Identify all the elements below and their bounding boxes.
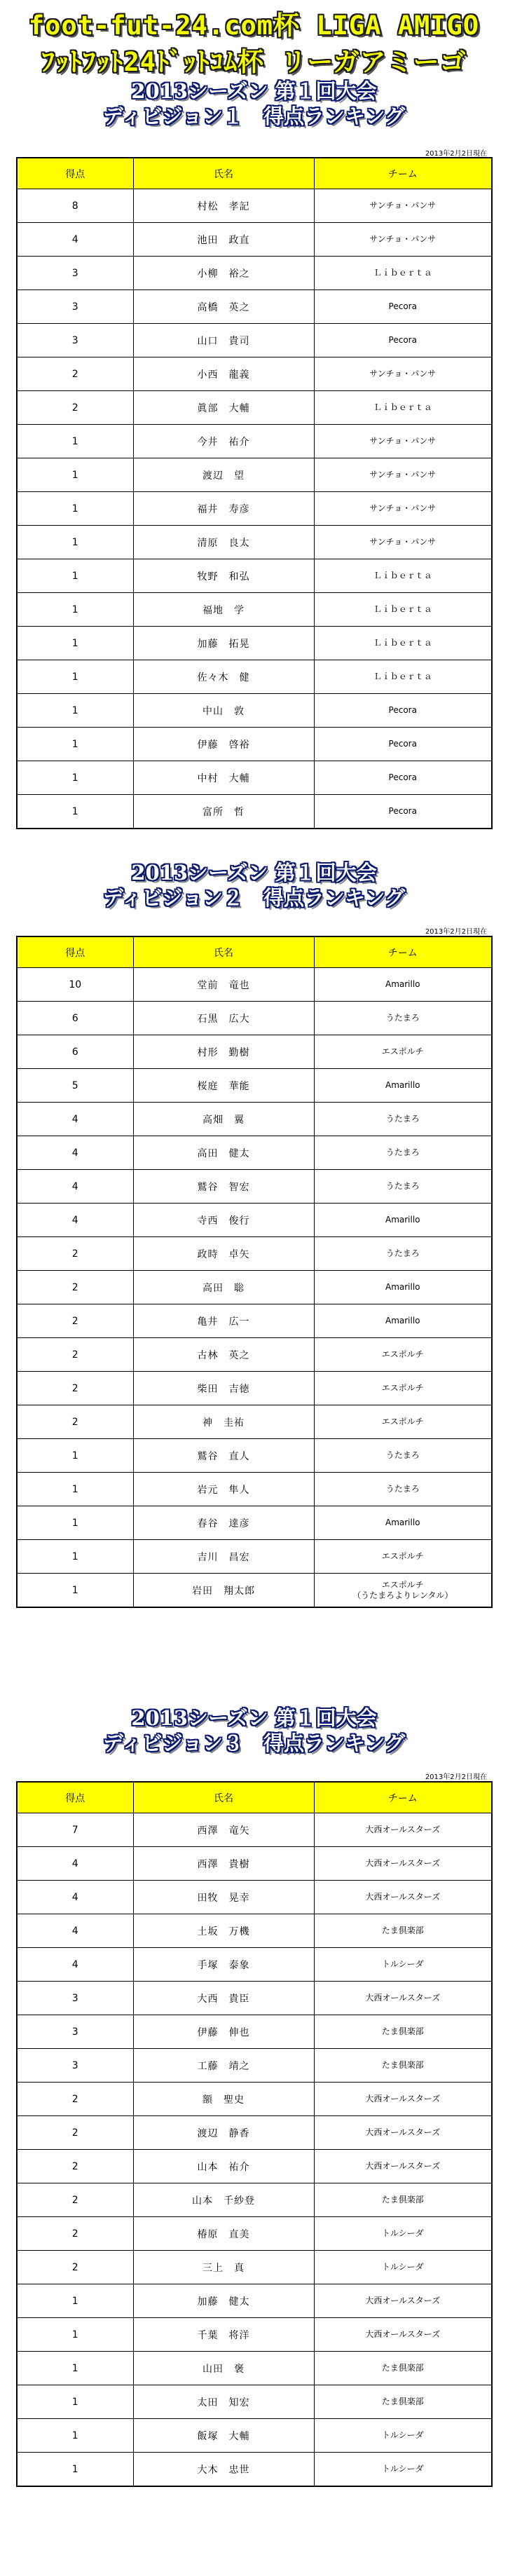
player-name-cell: 鷲谷 智宏 [133, 1170, 314, 1204]
score-cell: 2 [17, 1405, 133, 1439]
player-name-cell: 田牧 晃幸 [133, 1881, 314, 1914]
score-cell: 4 [17, 1204, 133, 1237]
score-cell: 3 [17, 290, 133, 324]
table-header-row [17, 1782, 492, 1813]
table-row [17, 1136, 492, 1170]
table-row [17, 2453, 492, 2487]
score-cell: 2 [17, 2251, 133, 2284]
player-name-cell: 三上 真 [133, 2251, 314, 2284]
player-name-cell: 手塚 泰象 [133, 1948, 314, 1982]
team-cell: サンチョ・パンサ [314, 458, 492, 492]
team-cell: たま倶楽部 [314, 1914, 492, 1948]
team-cell: 大西オールスターズ [314, 2083, 492, 2116]
team-cell: 大西オールスターズ [314, 1847, 492, 1881]
table-header-row [17, 158, 492, 189]
table-row [17, 492, 492, 526]
team-cell: エスポルチ [314, 1372, 492, 1405]
team-cell: エスポルチ [314, 1540, 492, 1574]
table-row [17, 391, 492, 425]
score-cell: 2 [17, 357, 133, 391]
score-cell: 6 [17, 1035, 133, 1069]
division-1-heading [0, 79, 508, 129]
score-cell: 2 [17, 2183, 133, 2217]
division-2-as-of-date: 2013年2月2日現在 [425, 928, 487, 936]
table-row [17, 1506, 492, 1540]
team-cell: Pecora [314, 761, 492, 795]
player-name-cell: 村形 勤樹 [133, 1035, 314, 1069]
table-row [17, 1948, 492, 1982]
team-cell: うたまろ [314, 1473, 492, 1506]
player-name-cell: 渡辺 望 [133, 458, 314, 492]
team-cell: たま倶楽部 [314, 2352, 492, 2385]
score-cell: 1 [17, 2318, 133, 2352]
player-name-cell: 中山 敦 [133, 694, 314, 728]
score-cell: 1 [17, 458, 133, 492]
team-cell [314, 1574, 492, 1608]
score-cell: 1 [17, 761, 133, 795]
team-cell: サンチョ・パンサ [314, 492, 492, 526]
table-row [17, 2352, 492, 2385]
name-column-header: 氏名 [133, 158, 314, 189]
table-row [17, 2284, 492, 2318]
player-name-cell: 古林 英之 [133, 1338, 314, 1372]
table-row [17, 1439, 492, 1473]
player-name-cell: 寺西 俊行 [133, 1204, 314, 1237]
player-name-cell: 石黒 広大 [133, 1002, 314, 1035]
team-cell: サンチョ・パンサ [314, 425, 492, 458]
table-row [17, 2116, 492, 2150]
division-1-title-ranking: ディビジョン１ 得点ランキング [102, 104, 406, 128]
table-row [17, 968, 492, 1002]
team-cell: たま倶楽部 [314, 2385, 492, 2419]
division-1-scoring-table [16, 157, 493, 829]
table-row [17, 257, 492, 290]
score-cell: 4 [17, 1914, 133, 1948]
team-cell: トルシーダ [314, 1948, 492, 1982]
player-name-cell: 桜庭 華能 [133, 1069, 314, 1103]
table-row [17, 2049, 492, 2083]
table-row [17, 223, 492, 257]
team-column-header: チーム [314, 1782, 492, 1813]
table-row [17, 2217, 492, 2251]
team-cell: 大西オールスターズ [314, 1982, 492, 2015]
name-column-header: 氏名 [133, 1782, 314, 1813]
score-cell: 1 [17, 526, 133, 559]
player-name-cell: 眞部 大輔 [133, 391, 314, 425]
table-row [17, 2419, 492, 2453]
player-name-cell: 飯塚 大輔 [133, 2419, 314, 2453]
player-name-cell: 伊藤 啓裕 [133, 728, 314, 761]
table-row [17, 1204, 492, 1237]
player-name-cell: 村松 孝記 [133, 189, 314, 223]
score-column-header: 得点 [17, 158, 133, 189]
player-name-cell: 政時 卓矢 [133, 1237, 314, 1271]
team-cell: Ｌｉｂｅｒｔａ [314, 627, 492, 660]
player-name-cell: 額 聖史 [133, 2083, 314, 2116]
player-name-cell: 牧野 和弘 [133, 559, 314, 593]
player-name-cell: 山田 褒 [133, 2352, 314, 2385]
table-row [17, 290, 492, 324]
team-cell: Amarillo [314, 1304, 492, 1338]
team-cell: うたまろ [314, 1103, 492, 1136]
score-cell: 5 [17, 1069, 133, 1103]
league-title-english: foot-fut-24.com杯 LIGA AMIGO [28, 11, 480, 41]
league-title-japanese: ﾌｯﾄﾌｯﾄ24ﾄﾞｯﾄｺﾑ杯 リーガアミーゴ [41, 47, 467, 77]
score-cell: 6 [17, 1002, 133, 1035]
table-row [17, 1103, 492, 1136]
team-cell: サンチョ・パンサ [314, 223, 492, 257]
team-cell: トルシーダ [314, 2419, 492, 2453]
score-cell: 3 [17, 2049, 133, 2083]
table-row [17, 1881, 492, 1914]
team-cell: Ｌｉｂｅｒｔａ [314, 559, 492, 593]
team-cell: 大西オールスターズ [314, 1813, 492, 1847]
team-cell: サンチョ・パンサ [314, 526, 492, 559]
table-row [17, 425, 492, 458]
team-loan-note: （うたまろよりレンタル） [352, 1590, 453, 1600]
score-cell: 1 [17, 1574, 133, 1608]
team-cell: 大西オールスターズ [314, 2284, 492, 2318]
table-row [17, 1847, 492, 1881]
team-cell: Pecora [314, 795, 492, 829]
team-cell: トルシーダ [314, 2453, 492, 2487]
player-name-cell: 小柳 裕之 [133, 257, 314, 290]
player-name-cell: 高橋 英之 [133, 290, 314, 324]
team-cell: エスポルチ [314, 1405, 492, 1439]
table-row [17, 1372, 492, 1405]
table-row [17, 1271, 492, 1304]
team-cell: サンチョ・パンサ [314, 357, 492, 391]
table-row [17, 1405, 492, 1439]
player-name-cell: 大西 貴臣 [133, 1982, 314, 2015]
table-row [17, 627, 492, 660]
table-row [17, 1237, 492, 1271]
score-cell: 2 [17, 1237, 133, 1271]
division-2-heading [0, 860, 508, 911]
player-name-cell: 山本 千紗登 [133, 2183, 314, 2217]
score-cell: 1 [17, 694, 133, 728]
table-header-row [17, 936, 492, 968]
score-cell: 4 [17, 223, 133, 257]
player-name-cell: 清原 良太 [133, 526, 314, 559]
team-cell: トルシーダ [314, 2251, 492, 2284]
team-cell: たま倶楽部 [314, 2049, 492, 2083]
table-row [17, 593, 492, 627]
player-name-cell: 土坂 万機 [133, 1914, 314, 1948]
table-row [17, 1035, 492, 1069]
division-3-heading [0, 1705, 508, 1756]
table-row [17, 1574, 492, 1608]
score-cell: 1 [17, 2453, 133, 2487]
table-row [17, 1170, 492, 1204]
score-cell: 1 [17, 795, 133, 829]
player-name-cell: 今井 祐介 [133, 425, 314, 458]
team-cell: Amarillo [314, 1271, 492, 1304]
score-cell: 4 [17, 1948, 133, 1982]
player-name-cell: 太田 知宏 [133, 2385, 314, 2419]
team-cell: Pecora [314, 290, 492, 324]
player-name-cell: 亀井 広一 [133, 1304, 314, 1338]
table-row [17, 1473, 492, 1506]
division-2-scoring-table [16, 936, 493, 1608]
table-row [17, 1002, 492, 1035]
team-column-header: チーム [314, 936, 492, 968]
table-row [17, 189, 492, 223]
player-name-cell: 加藤 健太 [133, 2284, 314, 2318]
score-cell: 2 [17, 1338, 133, 1372]
division-3-scoring-table [16, 1781, 493, 2487]
player-name-cell: 鷲谷 直人 [133, 1439, 314, 1473]
team-cell: たま倶楽部 [314, 2183, 492, 2217]
division-2-title-season: 2013シーズン 第１回大会 [131, 861, 377, 885]
team-column-header: チーム [314, 158, 492, 189]
table-row [17, 526, 492, 559]
name-column-header: 氏名 [133, 936, 314, 968]
division-3-title-season: 2013シーズン 第１回大会 [131, 1706, 377, 1730]
score-cell: 1 [17, 1506, 133, 1540]
score-cell: 1 [17, 2419, 133, 2453]
team-cell: 大西オールスターズ [314, 2116, 492, 2150]
table-row [17, 2150, 492, 2183]
player-name-cell: 岩田 翔太郎 [133, 1574, 314, 1608]
score-column-header: 得点 [17, 936, 133, 968]
table-row [17, 1813, 492, 1847]
score-cell: 2 [17, 2083, 133, 2116]
player-name-cell: 大木 忠世 [133, 2453, 314, 2487]
table-row [17, 2251, 492, 2284]
score-cell: 10 [17, 968, 133, 1002]
score-cell: 1 [17, 2352, 133, 2385]
team-cell: Pecora [314, 728, 492, 761]
team-cell: うたまろ [314, 1439, 492, 1473]
player-name-cell: 福井 寿彦 [133, 492, 314, 526]
player-name-cell: 工藤 靖之 [133, 2049, 314, 2083]
score-cell: 1 [17, 559, 133, 593]
score-cell: 4 [17, 1103, 133, 1136]
player-name-cell: 堂前 竜也 [133, 968, 314, 1002]
player-name-cell: 西澤 貴樹 [133, 1847, 314, 1881]
player-name-cell: 椿原 直美 [133, 2217, 314, 2251]
division-1-title-season: 2013シーズン 第１回大会 [131, 79, 377, 103]
table-row [17, 1914, 492, 1948]
team-cell: Amarillo [314, 968, 492, 1002]
player-name-cell: 佐々木 健 [133, 660, 314, 694]
score-cell: 2 [17, 391, 133, 425]
score-cell: 2 [17, 2217, 133, 2251]
score-cell: 7 [17, 1813, 133, 1847]
player-name-cell: 高田 健太 [133, 1136, 314, 1170]
table-row [17, 458, 492, 492]
team-cell: Ｌｉｂｅｒｔａ [314, 391, 492, 425]
table-row [17, 660, 492, 694]
team-cell: Pecora [314, 324, 492, 357]
division-3-title-ranking: ディビジョン３ 得点ランキング [102, 1731, 406, 1755]
player-name-cell: 柴田 吉徳 [133, 1372, 314, 1405]
table-row [17, 1338, 492, 1372]
player-name-cell: 高畑 翼 [133, 1103, 314, 1136]
team-cell: たま倶楽部 [314, 2015, 492, 2049]
table-row [17, 761, 492, 795]
score-cell: 3 [17, 2015, 133, 2049]
team-cell: うたまろ [314, 1002, 492, 1035]
team-cell: うたまろ [314, 1170, 492, 1204]
division-2-title-ranking: ディビジョン２ 得点ランキング [102, 886, 406, 910]
player-name-cell: 西澤 竜矢 [133, 1813, 314, 1847]
team-cell: Ｌｉｂｅｒｔａ [314, 593, 492, 627]
player-name-cell: 中村 大輔 [133, 761, 314, 795]
table-row [17, 2183, 492, 2217]
score-cell: 1 [17, 1540, 133, 1574]
score-cell: 1 [17, 2385, 133, 2419]
score-column-header: 得点 [17, 1782, 133, 1813]
division-1-as-of-date: 2013年2月2日現在 [425, 150, 487, 158]
table-row [17, 324, 492, 357]
score-cell: 2 [17, 2150, 133, 2183]
score-cell: 1 [17, 627, 133, 660]
table-row [17, 1304, 492, 1338]
player-name-cell: 小西 龍義 [133, 357, 314, 391]
team-cell: Pecora [314, 694, 492, 728]
player-name-cell: 山口 貴司 [133, 324, 314, 357]
player-name-cell: 春谷 達彦 [133, 1506, 314, 1540]
team-name: エスポルチ [381, 1579, 424, 1590]
table-row [17, 2015, 492, 2049]
team-cell: サンチョ・パンサ [314, 189, 492, 223]
player-name-cell: 富所 哲 [133, 795, 314, 829]
score-cell: 8 [17, 189, 133, 223]
division-3-as-of-date: 2013年2月2日現在 [425, 1773, 487, 1781]
player-name-cell: 伊藤 伸也 [133, 2015, 314, 2049]
score-cell: 1 [17, 1473, 133, 1506]
player-name-cell: 神 圭祐 [133, 1405, 314, 1439]
table-row [17, 559, 492, 593]
score-cell: 1 [17, 660, 133, 694]
score-cell: 1 [17, 2284, 133, 2318]
team-cell: エスポルチ [314, 1035, 492, 1069]
table-row [17, 1069, 492, 1103]
team-cell: Ｌｉｂｅｒｔａ [314, 257, 492, 290]
player-name-cell: 渡辺 静香 [133, 2116, 314, 2150]
score-cell: 3 [17, 257, 133, 290]
score-cell: 1 [17, 425, 133, 458]
team-cell: Amarillo [314, 1506, 492, 1540]
player-name-cell: 岩元 隼人 [133, 1473, 314, 1506]
player-name-cell: 池田 政直 [133, 223, 314, 257]
table-row [17, 1540, 492, 1574]
score-cell: 3 [17, 1982, 133, 2015]
team-cell: 大西オールスターズ [314, 2318, 492, 2352]
team-cell: Amarillo [314, 1069, 492, 1103]
score-cell: 2 [17, 1372, 133, 1405]
table-row [17, 2083, 492, 2116]
score-cell: 1 [17, 1439, 133, 1473]
table-row [17, 728, 492, 761]
team-cell: うたまろ [314, 1237, 492, 1271]
score-cell: 4 [17, 1847, 133, 1881]
score-cell: 2 [17, 2116, 133, 2150]
team-cell: トルシーダ [314, 2217, 492, 2251]
score-cell: 2 [17, 1271, 133, 1304]
player-name-cell: 山本 祐介 [133, 2150, 314, 2183]
player-name-cell: 福地 学 [133, 593, 314, 627]
table-row [17, 2318, 492, 2352]
score-cell: 4 [17, 1881, 133, 1914]
table-row [17, 357, 492, 391]
player-name-cell: 高田 聡 [133, 1271, 314, 1304]
score-cell: 3 [17, 324, 133, 357]
score-cell: 1 [17, 593, 133, 627]
team-cell: 大西オールスターズ [314, 2150, 492, 2183]
table-row [17, 694, 492, 728]
player-name-cell: 吉川 昌宏 [133, 1540, 314, 1574]
score-cell: 4 [17, 1170, 133, 1204]
team-cell: Ｌｉｂｅｒｔａ [314, 660, 492, 694]
score-cell: 2 [17, 1304, 133, 1338]
table-row [17, 1982, 492, 2015]
team-cell: Amarillo [314, 1204, 492, 1237]
team-cell: うたまろ [314, 1136, 492, 1170]
score-cell: 1 [17, 492, 133, 526]
score-cell: 4 [17, 1136, 133, 1170]
score-cell: 1 [17, 728, 133, 761]
player-name-cell: 加藤 拓晃 [133, 627, 314, 660]
table-row [17, 795, 492, 829]
table-row [17, 2385, 492, 2419]
team-cell: 大西オールスターズ [314, 1881, 492, 1914]
player-name-cell: 千葉 将洋 [133, 2318, 314, 2352]
team-cell: エスポルチ [314, 1338, 492, 1372]
